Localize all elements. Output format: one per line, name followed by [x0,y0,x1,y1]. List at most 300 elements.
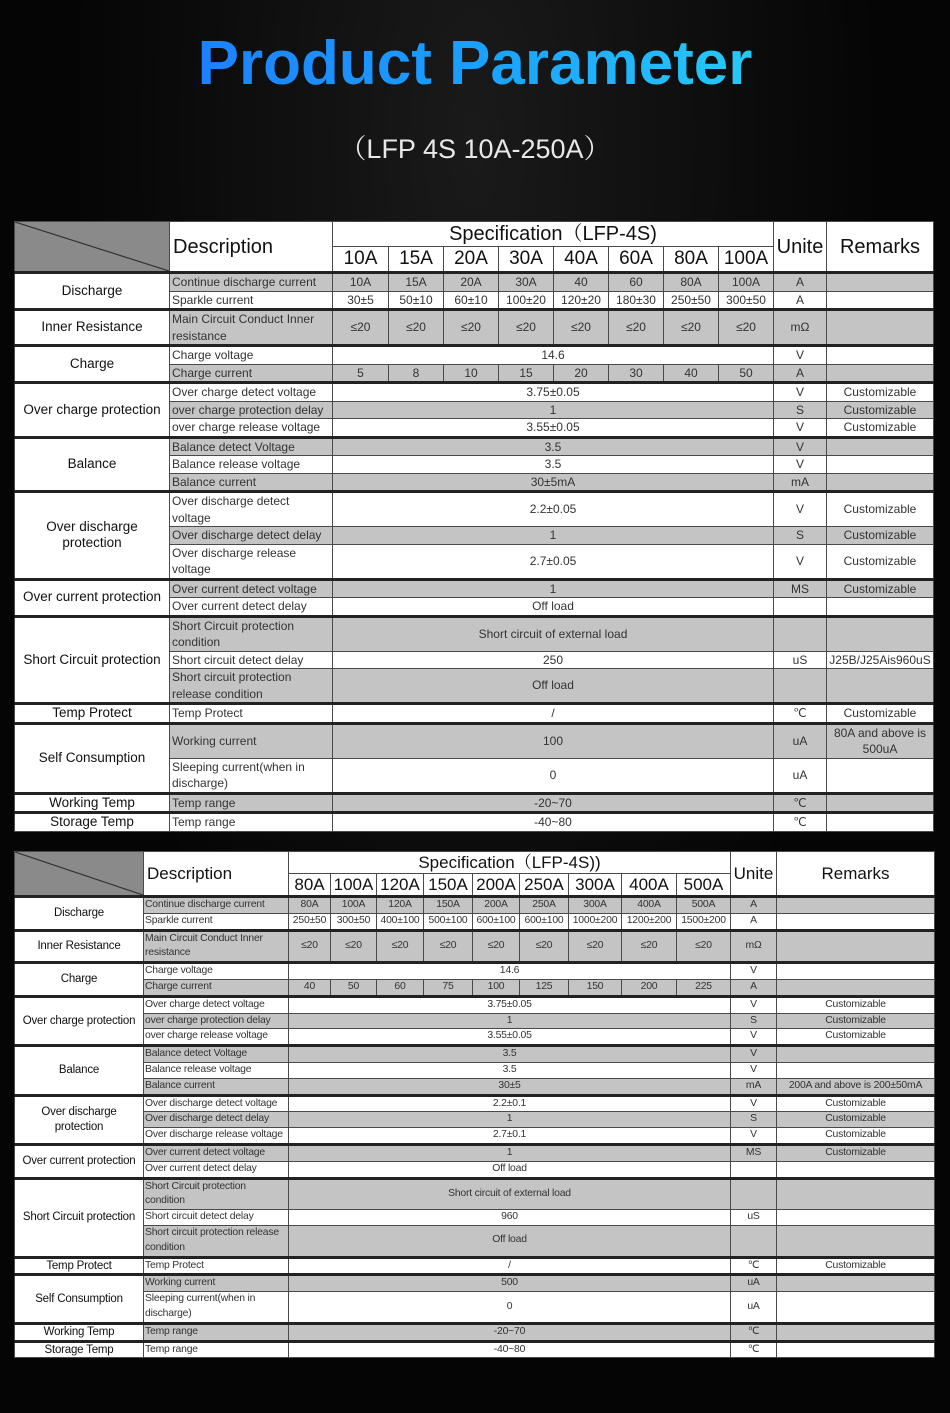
parameter-value: 600±100 [520,913,569,930]
parameter-description: Temp range [144,1341,289,1358]
table-row [15,1128,935,1145]
diagonal-line-icon [15,852,143,895]
parameter-value: 1 [333,579,774,598]
table-row [15,1275,935,1292]
table-row [15,1341,935,1358]
parameter-value: 0 [289,1292,731,1324]
page-title: Product Parameter [0,28,950,99]
parameter-description: Short circuit protection release condition [170,669,333,704]
column-header-200a: 200A [473,874,520,897]
parameter-description: Temp range [170,793,333,813]
column-header-80a: 80A [664,247,719,273]
parameter-value: Off load [289,1225,731,1257]
parameter-unit: mΩ [774,310,827,346]
parameter-description: Balance current [144,1078,289,1095]
group-label: Working Temp [15,793,170,813]
parameter-remark: Customizable [827,419,934,438]
parameter-unit [774,598,827,617]
parameter-value: 75 [424,979,473,996]
parameter-description: over charge release voltage [144,1029,289,1046]
parameter-value: 2.2±0.1 [289,1095,731,1112]
parameter-value: 125 [520,979,569,996]
parameter-value: ≤20 [333,310,389,346]
parameter-unit: S [731,1112,777,1128]
table-row [15,616,934,651]
parameter-unit: V [774,346,827,365]
parameter-value: 80A [289,897,331,914]
parameter-value: 5 [333,364,389,383]
parameter-description: Short circuit detect delay [170,651,333,669]
parameter-value: 400±100 [377,913,424,930]
parameter-remark [777,1225,935,1257]
parameter-description: Over discharge detect delay [144,1112,289,1128]
parameter-remark [777,1341,935,1358]
parameter-value: 250±50 [289,913,331,930]
parameter-value: 3.75±0.05 [333,383,774,402]
parameter-value: 250A [520,897,569,914]
table-row [15,1013,935,1029]
parameter-description: Over discharge detect voltage [144,1095,289,1112]
column-header-100a: 100A [331,874,377,897]
parameter-unit: S [774,527,827,545]
parameter-unit: MS [731,1144,777,1161]
parameter-value: 250 [333,651,774,669]
column-header-250a: 250A [520,874,569,897]
group-label: Over current protection [15,579,170,616]
parameter-value: 3.55±0.05 [333,419,774,438]
parameter-value: 1200±200 [622,913,677,930]
parameter-description: Balance current [170,473,333,492]
group-label: Over discharge protection [15,1095,144,1144]
parameter-description: Charge current [144,979,289,996]
table-row [15,930,935,963]
remarks-header: Remarks [777,852,935,897]
parameter-value: 10A [333,273,389,292]
table-row [15,310,934,346]
parameter-unit [731,1161,777,1178]
parameter-value: 30A [499,273,554,292]
parameter-unit: A [731,897,777,914]
parameter-remark [777,897,935,914]
parameter-value: 60 [609,273,664,292]
parameter-description: Main Circuit Conduct Inner resistance [170,310,333,346]
parameter-unit: ℃ [774,793,827,813]
parameter-value: Off load [289,1161,731,1178]
parameter-unit: MS [774,579,827,598]
parameter-value: 14.6 [333,346,774,365]
table-row [15,1323,935,1341]
parameter-value: 0 [333,758,774,793]
parameter-unit: mA [731,1078,777,1095]
group-label: Short Circuit protection [15,616,170,704]
parameter-remark [827,813,934,832]
parameter-value: 180±30 [609,291,664,310]
parameter-remark: Customizable [827,527,934,545]
parameter-value: 60±10 [444,291,499,310]
parameter-unit: uA [731,1292,777,1324]
parameter-value: 50 [719,364,774,383]
parameter-value: 50±10 [389,291,444,310]
parameter-unit: ℃ [774,704,827,724]
parameter-value: 200 [622,979,677,996]
table-row [15,346,934,365]
parameter-value: ≤20 [389,310,444,346]
parameter-value: Off load [333,669,774,704]
parameter-value: 30±5 [289,1078,731,1095]
column-header-300a: 300A [569,874,622,897]
parameter-unit: V [774,383,827,402]
group-label: Discharge [15,897,144,931]
parameter-description: Over charge detect voltage [144,996,289,1013]
parameter-remark: Customizable [777,1029,935,1046]
column-header-60a: 60A [609,247,664,273]
parameter-value: ≤20 [424,930,473,963]
parameter-value: 500A [677,897,731,914]
parameter-description: Short circuit detect delay [144,1210,289,1226]
parameter-unit: ℃ [731,1323,777,1341]
parameter-description: Over discharge detect voltage [170,492,333,527]
parameter-value: 2.2±0.05 [333,492,774,527]
parameter-value: / [289,1257,731,1275]
parameter-value: 120A [377,897,424,914]
parameter-value: -20~70 [289,1323,731,1341]
parameter-value: 100 [333,723,774,758]
parameter-value: 40 [554,273,609,292]
parameter-value: 100 [473,979,520,996]
parameter-unit: V [731,963,777,980]
parameter-remark [827,456,934,474]
parameter-unit: V [774,456,827,474]
column-header-150a: 150A [424,874,473,897]
column-header-30a: 30A [499,247,554,273]
parameter-description: over charge release voltage [170,419,333,438]
unit-header: Unite [731,852,777,897]
specification-header: Specification（LFP-4S) [333,222,774,247]
parameter-unit: A [774,273,827,292]
parameter-value: 200A [473,897,520,914]
parameter-value: 20 [554,364,609,383]
parameter-value: ≤20 [377,930,424,963]
parameter-description: Main Circuit Conduct Inner resistance [144,930,289,963]
parameter-value: 3.55±0.05 [289,1029,731,1046]
parameter-description: Charge current [170,364,333,383]
parameter-value: 150 [569,979,622,996]
specification-header: Specification（LFP-4S)) [289,852,731,874]
corner-diagonal-cell [15,222,170,273]
parameter-value: 8 [389,364,444,383]
parameter-value: 30±5 [333,291,389,310]
parameter-value: 1 [289,1013,731,1029]
diagonal-line-icon [15,222,169,271]
corner-diagonal-cell [15,852,144,897]
parameter-remark [827,291,934,310]
parameter-description: Continue discharge current [170,273,333,292]
group-label: Self Consumption [15,1275,144,1323]
parameter-value: ≤20 [622,930,677,963]
parameter-remark: Customizable [777,996,935,1013]
column-header-500a: 500A [677,874,731,897]
parameter-value: Short circuit of external load [333,616,774,651]
parameter-unit: V [731,1095,777,1112]
parameter-description: Temp range [170,813,333,832]
parameter-remark [827,310,934,346]
parameter-description: Balance release voltage [144,1062,289,1078]
parameter-unit: A [731,979,777,996]
parameter-description: Temp Protect [170,704,333,724]
parameter-description: Over current detect delay [144,1161,289,1178]
parameter-description: Over current detect delay [170,598,333,617]
parameter-remark [777,1062,935,1078]
table-row [15,1210,935,1226]
parameter-value: Short circuit of external load [289,1178,731,1210]
group-label: Inner Resistance [15,310,170,346]
parameter-description: Continue discharge current [144,897,289,914]
parameter-value: 10 [444,364,499,383]
parameter-value: ≤20 [609,310,664,346]
table-row [15,793,934,813]
table-row [15,979,935,996]
parameter-value: 80A [664,273,719,292]
column-header-80a: 80A [289,874,331,897]
group-label: Over discharge protection [15,492,170,580]
parameter-remark [827,669,934,704]
parameter-value: 30±5mA [333,473,774,492]
page-subtitle: （LFP 4S 10A-250A） [339,134,611,164]
parameter-value: 500 [289,1275,731,1292]
column-header-40a: 40A [554,247,609,273]
parameter-value: 1000±200 [569,913,622,930]
parameter-value: 15A [389,273,444,292]
parameter-value: 30 [609,364,664,383]
parameter-value: 1500±200 [677,913,731,930]
table-row [15,383,934,402]
parameter-description: Temp range [144,1323,289,1341]
parameter-value: ≤20 [444,310,499,346]
group-label: Charge [15,346,170,383]
parameter-unit: uA [774,758,827,793]
parameter-description: Working current [170,723,333,758]
parameter-value: 250±50 [664,291,719,310]
group-label: Over charge protection [15,383,170,438]
parameter-remark: Customizable [827,704,934,724]
parameter-remark [777,1178,935,1210]
parameter-description: Sparkle current [170,291,333,310]
table-row [15,437,934,456]
parameter-unit: mΩ [731,930,777,963]
parameter-unit: V [774,544,827,579]
parameter-value: 2.7±0.1 [289,1128,731,1145]
parameter-unit: V [731,1062,777,1078]
parameter-remark [827,616,934,651]
parameter-value: 100±20 [499,291,554,310]
parameter-unit: uS [731,1210,777,1226]
parameter-description: Temp Protect [144,1257,289,1275]
parameter-unit: V [774,437,827,456]
parameter-value: 3.5 [333,437,774,456]
table-row [15,813,934,832]
parameter-unit: ℃ [731,1341,777,1358]
parameter-value: ≤20 [331,930,377,963]
column-header-15a: 15A [389,247,444,273]
parameter-description: Sparkle current [144,913,289,930]
table-row [15,1029,935,1046]
parameter-remark [777,1210,935,1226]
parameter-description: Over current detect voltage [144,1144,289,1161]
parameter-value: 20A [444,273,499,292]
parameter-value: 120±20 [554,291,609,310]
parameter-remark [827,473,934,492]
parameter-remark [827,273,934,292]
parameter-unit: V [731,1046,777,1063]
parameter-value: 500±100 [424,913,473,930]
group-label: Short Circuit protection [15,1178,144,1257]
parameter-value: 600±100 [473,913,520,930]
group-label: Working Temp [15,1323,144,1341]
parameter-remark [777,963,935,980]
parameter-unit: ℃ [774,813,827,832]
parameter-unit [731,1225,777,1257]
table-row [15,579,934,598]
parameter-description: Balance detect Voltage [170,437,333,456]
parameter-value: 300±50 [331,913,377,930]
parameter-remark: Customizable [777,1095,935,1112]
parameter-value: / [333,704,774,724]
group-label: Discharge [15,273,170,310]
parameter-description: Short Circuit protection condition [170,616,333,651]
parameter-description: Over discharge detect delay [170,527,333,545]
parameter-unit [731,1178,777,1210]
parameter-description: Charge voltage [144,963,289,980]
parameter-value: 50 [331,979,377,996]
table-row [15,492,934,527]
parameter-value: 1 [333,401,774,419]
remarks-header: Remarks [827,222,934,273]
parameter-unit: S [731,1013,777,1029]
parameter-value: 225 [677,979,731,996]
column-header-120a: 120A [377,874,424,897]
parameter-value: ≤20 [719,310,774,346]
parameter-remark [777,1046,935,1063]
table-row [15,913,935,930]
parameter-value: 3.5 [333,456,774,474]
parameter-description: over charge protection delay [144,1013,289,1029]
parameter-description: Sleeping current(when in discharge) [144,1292,289,1324]
parameter-unit: A [774,364,827,383]
parameter-unit: V [731,1029,777,1046]
parameter-description: Over discharge release voltage [144,1128,289,1145]
parameter-description: over charge protection delay [170,401,333,419]
parameter-description: Over discharge release voltage [170,544,333,579]
parameter-description: Short circuit protection release condition [144,1225,289,1257]
parameter-value: -40~80 [289,1341,731,1358]
parameter-unit: V [774,492,827,527]
parameter-value: 400A [622,897,677,914]
parameter-value: 40 [664,364,719,383]
table-row [15,723,934,758]
parameter-unit: ℃ [731,1257,777,1275]
parameter-value: 14.6 [289,963,731,980]
parameter-value: ≤20 [473,930,520,963]
table-row [15,1078,935,1095]
group-label: Temp Protect [15,1257,144,1275]
parameter-description: Short Circuit protection condition [144,1178,289,1210]
parameter-description: Working current [144,1275,289,1292]
parameter-remark: Customizable [777,1128,935,1145]
parameter-remark [827,598,934,617]
unit-header: Unite [774,222,827,273]
parameter-remark: 80A and above is 500uA [827,723,934,758]
parameter-remark [777,1275,935,1292]
parameter-remark [827,793,934,813]
table-row [15,963,935,980]
parameter-unit: uA [774,723,827,758]
parameter-value: 2.7±0.05 [333,544,774,579]
table-row [15,1257,935,1275]
description-header: Description [144,852,289,897]
parameter-value: ≤20 [664,310,719,346]
parameter-value: 60 [377,979,424,996]
table-row [15,1161,935,1178]
parameter-description: Charge voltage [170,346,333,365]
parameter-remark: Customizable [827,544,934,579]
parameter-remark [827,758,934,793]
parameter-remark: Customizable [777,1013,935,1029]
parameter-description: Over current detect voltage [170,579,333,598]
parameter-unit: uA [731,1275,777,1292]
group-label: Over current protection [15,1144,144,1178]
parameter-remark [777,930,935,963]
parameter-unit: A [774,291,827,310]
parameter-unit: mA [774,473,827,492]
parameter-value: 1 [289,1144,731,1161]
parameter-unit [774,669,827,704]
parameter-value: ≤20 [289,930,331,963]
parameter-remark [777,1161,935,1178]
parameter-value: 960 [289,1210,731,1226]
parameter-value: 3.5 [289,1046,731,1063]
parameter-value: 300±50 [719,291,774,310]
parameter-value: 15 [499,364,554,383]
parameter-remark: Customizable [777,1144,935,1161]
parameter-description: Sleeping current(when in discharge) [170,758,333,793]
parameter-value: 100A [719,273,774,292]
parameter-value: 3.75±0.05 [289,996,731,1013]
parameter-remark: Customizable [827,579,934,598]
table-row [15,996,935,1013]
parameter-remark [827,437,934,456]
column-header-10a: 10A [333,247,389,273]
parameter-value: 40 [289,979,331,996]
table-row [15,1046,935,1063]
parameter-description: Balance release voltage [170,456,333,474]
parameter-value: -20~70 [333,793,774,813]
parameter-remark: Customizable [827,401,934,419]
parameter-value: -40~80 [333,813,774,832]
parameter-remark: Customizable [777,1112,935,1128]
parameter-value: ≤20 [569,930,622,963]
spec-table-10a-100a [14,221,934,832]
parameter-value: ≤20 [520,930,569,963]
table-row [15,1178,935,1210]
parameter-value: Off load [333,598,774,617]
parameter-unit: uS [774,651,827,669]
group-label: Storage Temp [15,813,170,832]
parameter-value: 1 [289,1112,731,1128]
group-label: Temp Protect [15,704,170,724]
parameter-value: 100A [331,897,377,914]
group-label: Charge [15,963,144,997]
column-header-400a: 400A [622,874,677,897]
